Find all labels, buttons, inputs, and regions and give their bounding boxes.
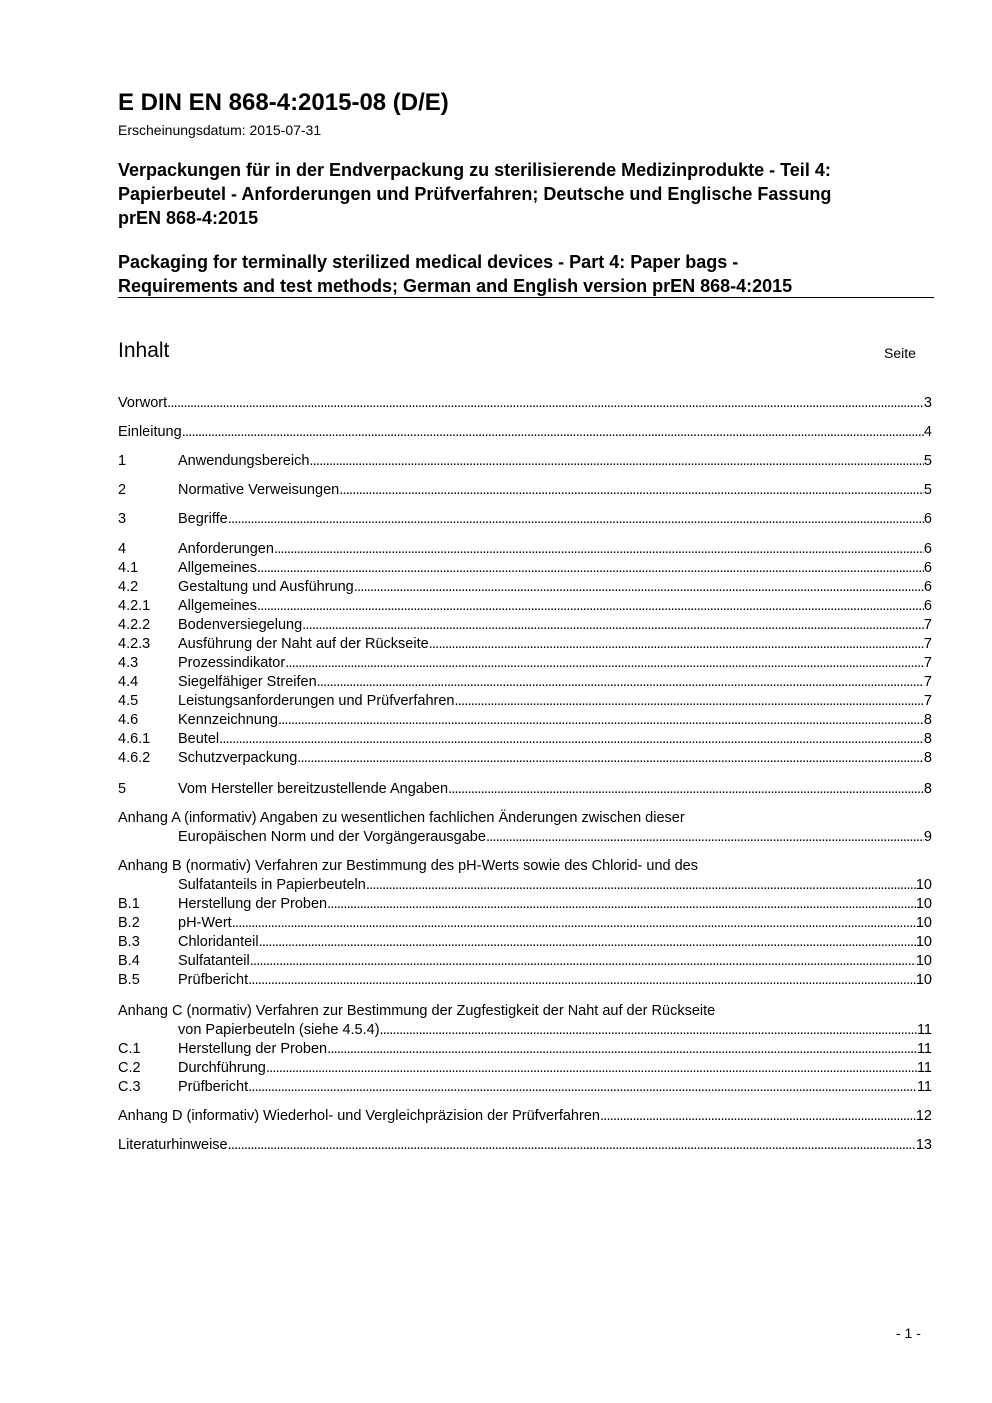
toc-entry-number: B.2 (118, 915, 140, 931)
toc-entry-number: 4.2.1 (118, 598, 151, 614)
toc-dot-leader (248, 1078, 917, 1097)
toc-dot-leader (228, 1136, 916, 1155)
toc-entry-number: 4.4 (118, 674, 139, 690)
toc-entry-number: 4.1 (118, 560, 139, 576)
toc-dot-leader (302, 616, 924, 635)
toc-entry-page: 10 (915, 972, 932, 988)
toc-entry-page: 7 (923, 636, 932, 652)
toc-entry-title: Anwendungsbereich (178, 453, 310, 469)
toc-entry-title: Prozessindikator (178, 655, 286, 671)
toc-entry-page: 6 (923, 579, 932, 595)
toc-entry[interactable] (118, 828, 932, 847)
german-title-line: prEN 868-4:2015 (118, 208, 259, 228)
toc-entry-page: 7 (923, 617, 932, 633)
toc-entry-page: 5 (923, 453, 932, 469)
toc-entry-page: 12 (915, 1108, 932, 1124)
toc-entry[interactable] (118, 780, 932, 799)
toc-entry-title: Sulfatanteils in Papierbeuteln (178, 877, 366, 893)
toc-entry-page: 10 (915, 934, 932, 950)
toc-dot-leader (354, 578, 924, 597)
toc-entry-number: C.1 (118, 1041, 141, 1057)
toc-entry-number: B.5 (118, 972, 140, 988)
toc-entry[interactable] (118, 510, 932, 529)
toc-entry-page: 6 (923, 541, 932, 557)
toc-entry-title: Bodenversiegelung (178, 617, 303, 633)
toc-entry-page: 7 (923, 674, 932, 690)
toc-dot-leader (266, 1059, 917, 1078)
toc-entry-number: 4.2 (118, 579, 139, 595)
toc-entry-page: 10 (915, 953, 932, 969)
toc-entry-number: 2 (118, 482, 127, 498)
toc-dot-leader (448, 780, 924, 799)
toc-entry-title: Herstellung der Proben (178, 1041, 328, 1057)
toc-dot-leader (429, 635, 924, 654)
toc-entry[interactable] (118, 971, 932, 990)
toc-entry-title: Beutel (178, 731, 220, 747)
toc-entry[interactable] (118, 481, 932, 500)
toc-entry-title: Allgemeines (178, 560, 257, 576)
toc-entry-title: Leistungsanforderungen und Prüfverfahren (178, 693, 455, 709)
toc-entry-number: B.4 (118, 953, 140, 969)
toc-dot-leader (317, 673, 924, 692)
toc-dot-leader (274, 540, 924, 559)
toc-entry-title: Kennzeichnung (178, 712, 278, 728)
toc-dot-leader (278, 711, 924, 730)
toc-entry-page: 8 (923, 781, 932, 797)
toc-entry-title: Normative Verweisungen (178, 482, 340, 498)
toc-entry-number: 4.6.1 (118, 731, 151, 747)
toc-annex-heading[interactable]: Anhang C (normativ) Verfahren zur Bestimmung der Zugfestigkeit der Naht auf der Rückseite (118, 1003, 716, 1019)
toc-entry-title: Prüfbericht (178, 972, 249, 988)
toc-entry-title: Anhang D (informativ) Wiederhol- und Vergleichpräzision der Prüfverfahren (118, 1108, 600, 1124)
toc-entry-title: Chloridanteil (178, 934, 259, 950)
toc-entry-number: 4.6 (118, 712, 139, 728)
publication-date: Erscheinungsdatum: 2015-07-31 (118, 122, 322, 138)
toc-entry-number: 4.3 (118, 655, 139, 671)
toc-entry-number: C.2 (118, 1060, 141, 1076)
toc-entry-title: Durchführung (178, 1060, 266, 1076)
toc-entry[interactable] (118, 895, 932, 914)
toc-annex-heading[interactable]: Anhang A (informativ) Angaben zu wesentlichen fachlichen Änderungen zwischen dieser (118, 810, 685, 826)
german-title-line: Verpackungen für in der Endverpackung zu sterilisierende Medizinprodukte - Teil 4: (118, 160, 831, 180)
toc-entry[interactable] (118, 730, 932, 749)
toc-dot-leader (309, 452, 924, 471)
toc-entry-number: 3 (118, 511, 127, 527)
toc-entry[interactable] (118, 876, 932, 895)
toc-entry-title: Europäischen Norm und der Vorgängerausgabe (178, 829, 486, 845)
toc-dot-leader (257, 559, 924, 578)
toc-dot-leader (167, 394, 924, 413)
toc-dot-leader (259, 933, 916, 952)
toc-entry[interactable] (118, 1136, 932, 1155)
toc-dot-leader (297, 749, 924, 768)
toc-dot-leader (248, 971, 916, 990)
toc-entry-page: 8 (923, 712, 932, 728)
page-number: - 1 - (896, 1325, 921, 1341)
english-title-line: Requirements and test methods; German and English version prEN 868-4:2015 (118, 276, 793, 296)
toc-entry-page: 5 (923, 482, 932, 498)
toc-entry[interactable] (118, 1021, 932, 1040)
toc-entry-page: 9 (923, 829, 932, 845)
toc-entry[interactable] (118, 540, 932, 559)
toc-entry-page: 10 (915, 915, 932, 931)
toc-dot-leader (182, 423, 924, 442)
toc-entry-page: 8 (923, 731, 932, 747)
toc-entry-number: 4.6.2 (118, 750, 151, 766)
toc-entry-number: 5 (118, 781, 127, 797)
toc-entry-page: 13 (915, 1137, 932, 1153)
toc-entry-title: Ausführung der Naht auf der Rückseite (178, 636, 429, 652)
german-title-line: Papierbeutel - Anforderungen und Prüfverfahren; Deutsche und Englische Fassung (118, 184, 832, 204)
toc-entry-number: 4.5 (118, 693, 139, 709)
toc-dot-leader (219, 730, 924, 749)
toc-entry[interactable] (118, 635, 932, 654)
toc-entry-title: pH-Wert (178, 915, 232, 931)
toc-entry-title: Sulfatanteil (178, 953, 250, 969)
toc-entry[interactable] (118, 1040, 932, 1059)
toc-entry-number: 4 (118, 541, 127, 557)
toc-entry-page: 7 (923, 693, 932, 709)
toc-entry[interactable] (118, 452, 932, 471)
toc-dot-leader (600, 1107, 916, 1126)
toc-entry-title: Siegelfähiger Streifen (178, 674, 317, 690)
toc-entry-title: Anforderungen (178, 541, 274, 557)
toc-entry-number: 1 (118, 453, 127, 469)
toc-entry-title: Begriffe (178, 511, 228, 527)
toc-entry[interactable] (118, 952, 932, 971)
toc-entry-page: 6 (923, 560, 932, 576)
toc-entry-title: Herstellung der Proben (178, 896, 328, 912)
toc-entry-number: C.3 (118, 1079, 141, 1095)
table-of-contents (118, 0, 932, 1200)
toc-entry-number: 4.2.2 (118, 617, 151, 633)
toc-entry[interactable] (118, 394, 932, 413)
toc-dot-leader (327, 895, 916, 914)
toc-entry[interactable] (118, 692, 932, 711)
toc-entry-page: 11 (916, 1060, 932, 1076)
toc-entry-page: 10 (915, 896, 932, 912)
contents-heading: Inhalt (118, 339, 170, 362)
toc-entry[interactable] (118, 423, 932, 442)
toc-entry-title: Einleitung (118, 424, 182, 440)
toc-entry-page: 10 (915, 877, 932, 893)
toc-entry-title: Vom Hersteller bereitzustellende Angaben (178, 781, 449, 797)
toc-entry[interactable] (118, 749, 932, 768)
toc-entry-title: Allgemeines (178, 598, 257, 614)
toc-entry-title: Gestaltung und Ausführung (178, 579, 354, 595)
toc-dot-leader (455, 692, 924, 711)
toc-entry[interactable] (118, 654, 932, 673)
toc-entry[interactable] (118, 597, 932, 616)
toc-entry-number: B.3 (118, 934, 140, 950)
page-column-heading: Seite (884, 345, 916, 361)
toc-entry-title: Literaturhinweise (118, 1137, 228, 1153)
toc-entry-title: Schutzverpackung (178, 750, 298, 766)
toc-entry[interactable] (118, 673, 932, 692)
toc-entry[interactable] (118, 914, 932, 933)
toc-entry[interactable] (118, 1078, 932, 1097)
toc-entry[interactable] (118, 578, 932, 597)
toc-entry[interactable] (118, 559, 932, 578)
toc-entry[interactable] (118, 1107, 932, 1126)
toc-entry-page: 6 (923, 511, 932, 527)
toc-dot-leader (339, 481, 924, 500)
toc-dot-leader (380, 1021, 917, 1040)
toc-entry-page: 4 (923, 424, 932, 440)
toc-dot-leader (257, 597, 924, 616)
toc-dot-leader (228, 510, 924, 529)
toc-dot-leader (327, 1040, 917, 1059)
toc-entry[interactable] (118, 616, 932, 635)
toc-dot-leader (285, 654, 924, 673)
toc-entry-number: B.1 (118, 896, 140, 912)
toc-dot-leader (366, 876, 916, 895)
toc-annex-heading[interactable]: Anhang B (normativ) Verfahren zur Bestimmung des pH-Werts sowie des Chlorid- und des (118, 858, 698, 874)
toc-dot-leader (486, 828, 924, 847)
toc-entry-page: 11 (916, 1022, 932, 1038)
toc-entry-number: 4.2.3 (118, 636, 151, 652)
toc-entry[interactable] (118, 711, 932, 730)
english-title-line: Packaging for terminally sterilized medical devices - Part 4: Paper bags - (118, 252, 739, 272)
toc-entry-title: von Papierbeuteln (siehe 4.5.4) (178, 1022, 380, 1038)
toc-entry-page: 11 (916, 1079, 932, 1095)
toc-entry-page: 7 (923, 655, 932, 671)
toc-entry-page: 8 (923, 750, 932, 766)
toc-entry-title: Prüfbericht (178, 1079, 249, 1095)
toc-entry-page: 3 (923, 395, 932, 411)
document-title: E DIN EN 868-4:2015-08 (D/E) (118, 89, 449, 116)
toc-entry-page: 11 (916, 1041, 932, 1057)
toc-entry-page: 6 (923, 598, 932, 614)
toc-entry-title: Vorwort (118, 395, 168, 411)
toc-entry[interactable] (118, 933, 932, 952)
toc-dot-leader (232, 914, 916, 933)
toc-dot-leader (250, 952, 916, 971)
toc-entry[interactable] (118, 1059, 932, 1078)
